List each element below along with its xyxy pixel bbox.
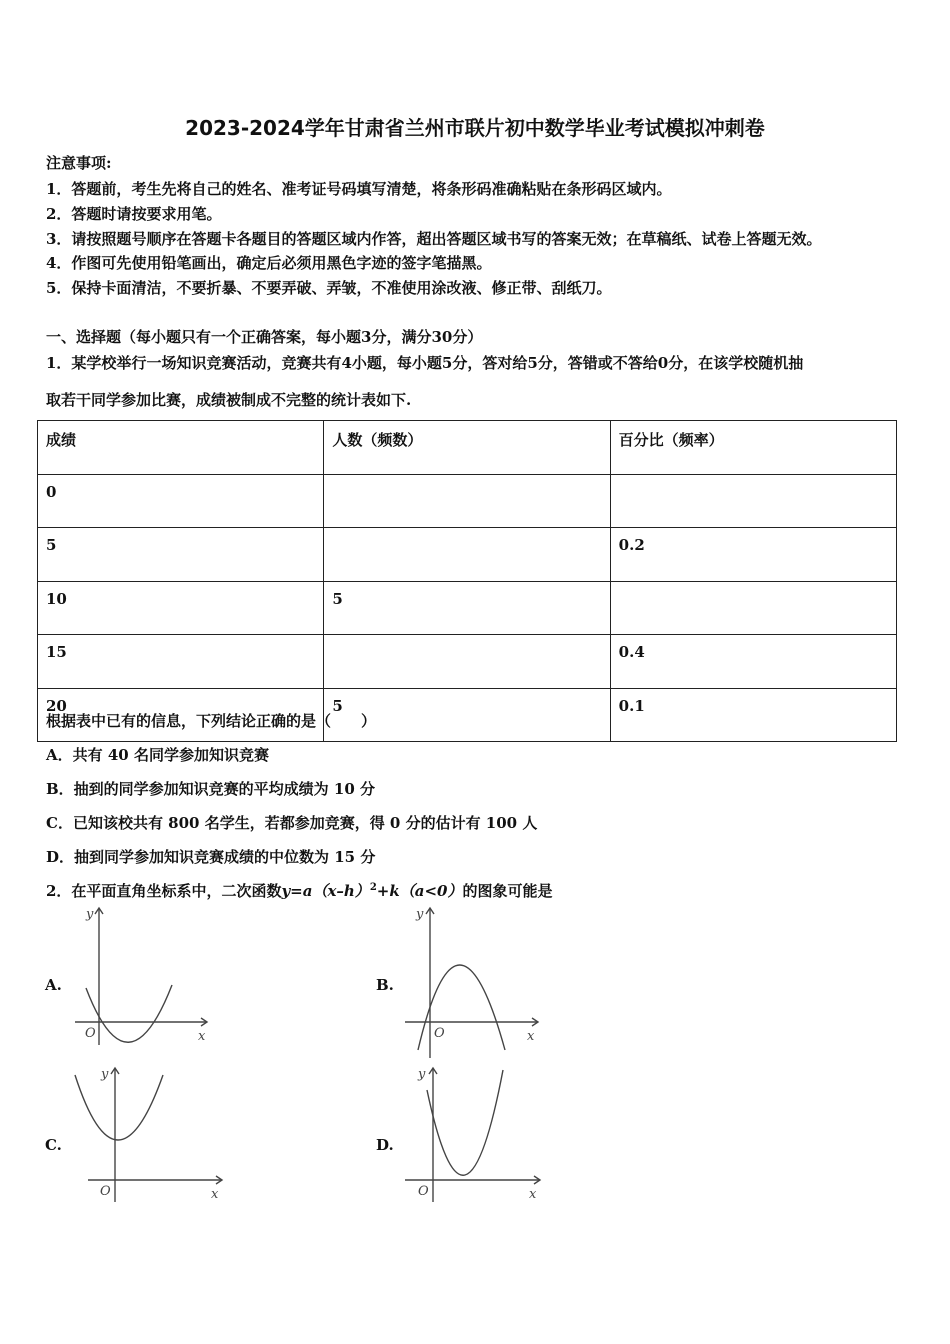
notice-heading: 注意事项: [46,154,112,172]
q1-stem: 1．某学校举行一场知识竞赛活动，竞赛共有4小题，每小题5分，答对给5分，答错或不答给0分，在该学校随机抽 [46,354,804,372]
q2-stem-text: 的图象可能是 [462,882,553,900]
q2-stem-text: 2．在平面直角坐标系中，二次函数 [46,882,282,900]
origin-label: O [85,1026,96,1041]
notice-item: 1．答题前，考生先将自己的姓名、准考证号码填写清楚，将条形码准确粘贴在条形码区域内。 [46,180,672,198]
table-cell: 10 [38,581,324,635]
table-header: 百分比（频率） [610,421,896,475]
table-cell: 0.1 [610,688,896,742]
table-cell: 20 [38,688,324,742]
axis-label-x: x [198,1029,206,1044]
origin-label: O [434,1026,445,1041]
q1-option-c: C．已知该校共有 800 名学生，若都参加竞赛，得 0 分的估计有 100 人 [46,814,538,832]
graph-d [405,1068,540,1202]
graph-c [75,1068,222,1202]
graph-a [75,908,207,1045]
axis-label-y: y [418,1067,426,1082]
table-cell: 5 [38,528,324,582]
q1-stem: 取若干同学参加比赛，成绩被制成不完整的统计表如下. [46,391,412,409]
parabola-d [427,1070,503,1175]
table-cell: 5 [324,688,610,742]
q2-option-c-label: C. [45,1136,62,1154]
axis-label-y: y [86,907,94,922]
section-heading: 一、选择题（每小题只有一个正确答案，每小题3分，满分30分） [46,328,483,346]
q1-option-b: B．抽到的同学参加知识竞赛的平均成绩为 10 分 [46,780,375,798]
q1-prompt: 根据表中已有的信息，下列结论正确的是（ ） [46,712,377,730]
q2-option-b-label: B. [376,976,394,994]
notice-item: 3．请按照题号顺序在答题卡各题目的答题区域内作答，超出答题区域书写的答案无效；在草稿纸、试卷上答题无效。 [46,230,822,248]
axis-label-x: x [529,1187,537,1202]
q2-formula: y=a（x–h） [281,882,370,900]
table-cell: 0.2 [610,528,896,582]
axis-label-y: y [416,907,424,922]
page-title: 2023-2024学年甘肃省兰州市联片初中数学毕业考试模拟冲刺卷 [185,116,765,140]
q2-formula: +k（a<0） [376,882,463,900]
table-cell: 15 [38,635,324,689]
origin-label: O [100,1184,111,1199]
q1-option-a: A．共有 40 名同学参加知识竞赛 [46,746,269,764]
notice-item: 5．保持卡面清洁，不要折暴、不要弄破、弄皱，不准使用涂改液、修正带、刮纸刀。 [46,279,612,297]
table-header: 成绩 [38,421,324,475]
table-cell: 0.4 [610,635,896,689]
parabola-c [75,1075,163,1140]
parabola-b [418,965,505,1050]
graph-b [405,908,538,1058]
q2-formula-exponent: 2 [369,882,377,893]
table-cell: 5 [324,581,610,635]
table-header: 人数（频数） [324,421,610,475]
axis-label-x: x [211,1187,219,1202]
axis-label-x: x [527,1029,535,1044]
table-cell: 0 [38,474,324,528]
origin-label: O [418,1184,429,1199]
notice-item: 4．作图可先使用铅笔画出，确定后必须用黑色字迹的签字笔描黑。 [46,254,492,272]
axis-label-y: y [101,1067,109,1082]
q2-option-a-label: A. [45,976,62,994]
notice-item: 2．答题时请按要求用笔。 [46,205,222,223]
q2-option-d-label: D. [376,1136,394,1154]
q1-option-d: D．抽到同学参加知识竞赛成绩的中位数为 15 分 [46,848,376,866]
